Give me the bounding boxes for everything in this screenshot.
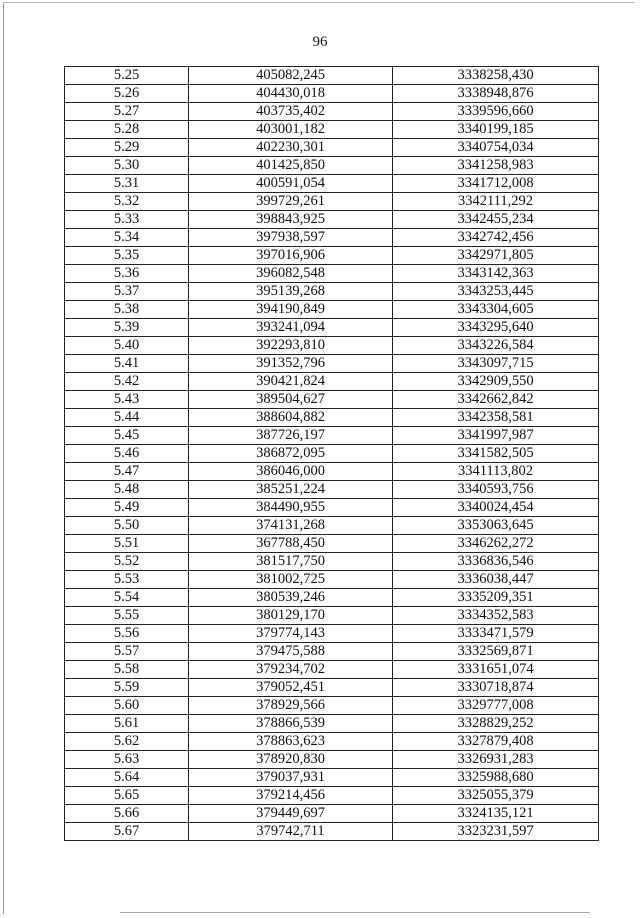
table-row [65,67,599,85]
point-number-cell: 5.58 [65,661,189,679]
point-number-cell: 5.46 [65,445,189,463]
x-coordinate-cell: 404430,018 [189,85,393,103]
y-coordinate-cell: 3338258,430 [393,67,599,85]
x-coordinate-cell: 380129,170 [189,607,393,625]
y-coordinate-cell: 3324135,121 [393,805,599,823]
x-coordinate-cell: 378866,539 [189,715,393,733]
point-number-cell: 5.60 [65,697,189,715]
y-coordinate-cell: 3339596,660 [393,103,599,121]
point-number-cell: 5.34 [65,229,189,247]
y-coordinate-cell: 3346262,272 [393,535,599,553]
point-number-cell: 5.48 [65,481,189,499]
point-number-cell: 5.39 [65,319,189,337]
y-coordinate-cell: 3336836,546 [393,553,599,571]
table-row [65,517,599,535]
x-coordinate-cell: 385251,224 [189,481,393,499]
table-row [65,733,599,751]
table-row [65,157,599,175]
x-coordinate-cell: 391352,796 [189,355,393,373]
x-coordinate-cell: 378920,830 [189,751,393,769]
coordinates-table-body [65,67,599,841]
y-coordinate-cell: 3340754,034 [393,139,599,157]
table-row [65,751,599,769]
point-number-cell: 5.47 [65,463,189,481]
y-coordinate-cell: 3331651,074 [393,661,599,679]
point-number-cell: 5.25 [65,67,189,85]
x-coordinate-cell: 384490,955 [189,499,393,517]
table-row [65,445,599,463]
y-coordinate-cell: 3332569,871 [393,643,599,661]
x-coordinate-cell: 394190,849 [189,301,393,319]
y-coordinate-cell: 3342662,842 [393,391,599,409]
x-coordinate-cell: 397938,597 [189,229,393,247]
table-row [65,607,599,625]
page-number: 96 [312,34,328,50]
point-number-cell: 5.49 [65,499,189,517]
table-row [65,571,599,589]
y-coordinate-cell: 3329777,008 [393,697,599,715]
x-coordinate-cell: 403735,402 [189,103,393,121]
x-coordinate-cell: 381002,725 [189,571,393,589]
y-coordinate-cell: 3341258,983 [393,157,599,175]
point-number-cell: 5.28 [65,121,189,139]
x-coordinate-cell: 381517,750 [189,553,393,571]
point-number-cell: 5.50 [65,517,189,535]
x-coordinate-cell: 386046,000 [189,463,393,481]
point-number-cell: 5.29 [65,139,189,157]
y-coordinate-cell: 3353063,645 [393,517,599,535]
x-coordinate-cell: 389504,627 [189,391,393,409]
x-coordinate-cell: 379214,456 [189,787,393,805]
x-coordinate-cell: 400591,054 [189,175,393,193]
y-coordinate-cell: 3343097,715 [393,355,599,373]
x-coordinate-cell: 393241,094 [189,319,393,337]
table-row [65,265,599,283]
point-number-cell: 5.61 [65,715,189,733]
point-number-cell: 5.44 [65,409,189,427]
y-coordinate-cell: 3341997,987 [393,427,599,445]
table-row [65,337,599,355]
x-coordinate-cell: 379234,702 [189,661,393,679]
point-number-cell: 5.43 [65,391,189,409]
point-number-cell: 5.42 [65,373,189,391]
x-coordinate-cell: 379052,451 [189,679,393,697]
y-coordinate-cell: 3341712,008 [393,175,599,193]
x-coordinate-cell: 403001,182 [189,121,393,139]
y-coordinate-cell: 3341113,802 [393,463,599,481]
y-coordinate-cell: 3343253,445 [393,283,599,301]
y-coordinate-cell: 3333471,579 [393,625,599,643]
table-row [65,535,599,553]
table-row [65,769,599,787]
x-coordinate-cell: 379742,711 [189,823,393,841]
point-number-cell: 5.64 [65,769,189,787]
table-row [65,193,599,211]
x-coordinate-cell: 378929,566 [189,697,393,715]
x-coordinate-cell: 378863,623 [189,733,393,751]
table-row [65,643,599,661]
table-row [65,391,599,409]
x-coordinate-cell: 386872,095 [189,445,393,463]
x-coordinate-cell: 401425,850 [189,157,393,175]
point-number-cell: 5.65 [65,787,189,805]
point-number-cell: 5.57 [65,643,189,661]
x-coordinate-cell: 379774,143 [189,625,393,643]
table-row [65,553,599,571]
table-row [65,625,599,643]
point-number-cell: 5.67 [65,823,189,841]
point-number-cell: 5.27 [65,103,189,121]
point-number-cell: 5.40 [65,337,189,355]
table-row [65,175,599,193]
x-coordinate-cell: 390421,824 [189,373,393,391]
x-coordinate-cell: 388604,882 [189,409,393,427]
point-number-cell: 5.37 [65,283,189,301]
table-row [65,373,599,391]
x-coordinate-cell: 395139,268 [189,283,393,301]
table-row [65,823,599,841]
point-number-cell: 5.59 [65,679,189,697]
table-row [65,283,599,301]
y-coordinate-cell: 3342111,292 [393,193,599,211]
x-coordinate-cell: 405082,245 [189,67,393,85]
y-coordinate-cell: 3325988,680 [393,769,599,787]
table-row [65,211,599,229]
table-row [65,463,599,481]
point-number-cell: 5.63 [65,751,189,769]
x-coordinate-cell: 392293,810 [189,337,393,355]
point-number-cell: 5.30 [65,157,189,175]
x-coordinate-cell: 402230,301 [189,139,393,157]
y-coordinate-cell: 3340199,185 [393,121,599,139]
table-row [65,679,599,697]
x-coordinate-cell: 399729,261 [189,193,393,211]
point-number-cell: 5.56 [65,625,189,643]
table-row [65,661,599,679]
table-row [65,85,599,103]
y-coordinate-cell: 3343142,363 [393,265,599,283]
point-number-cell: 5.33 [65,211,189,229]
y-coordinate-cell: 3328829,252 [393,715,599,733]
point-number-cell: 5.36 [65,265,189,283]
table-row [65,139,599,157]
x-coordinate-cell: 379037,931 [189,769,393,787]
table-row [65,103,599,121]
y-coordinate-cell: 3342909,550 [393,373,599,391]
point-number-cell: 5.26 [65,85,189,103]
point-number-cell: 5.66 [65,805,189,823]
table-row [65,409,599,427]
y-coordinate-cell: 3327879,408 [393,733,599,751]
point-number-cell: 5.41 [65,355,189,373]
table-row [65,697,599,715]
point-number-cell: 5.31 [65,175,189,193]
y-coordinate-cell: 3343304,605 [393,301,599,319]
bottom-rule [120,912,590,913]
table-row [65,427,599,445]
point-number-cell: 5.53 [65,571,189,589]
table-row [65,499,599,517]
point-number-cell: 5.45 [65,427,189,445]
table-row [65,301,599,319]
point-number-cell: 5.38 [65,301,189,319]
y-coordinate-cell: 3342742,456 [393,229,599,247]
x-coordinate-cell: 379475,588 [189,643,393,661]
y-coordinate-cell: 3341582,505 [393,445,599,463]
y-coordinate-cell: 3323231,597 [393,823,599,841]
point-number-cell: 5.52 [65,553,189,571]
y-coordinate-cell: 3342358,581 [393,409,599,427]
y-coordinate-cell: 3343226,584 [393,337,599,355]
table-row [65,229,599,247]
x-coordinate-cell: 380539,246 [189,589,393,607]
x-coordinate-cell: 398843,925 [189,211,393,229]
y-coordinate-cell: 3342455,234 [393,211,599,229]
point-number-cell: 5.32 [65,193,189,211]
table-row [65,121,599,139]
y-coordinate-cell: 3343295,640 [393,319,599,337]
y-coordinate-cell: 3340593,756 [393,481,599,499]
y-coordinate-cell: 3340024,454 [393,499,599,517]
y-coordinate-cell: 3335209,351 [393,589,599,607]
x-coordinate-cell: 374131,268 [189,517,393,535]
x-coordinate-cell: 379449,697 [189,805,393,823]
table-row [65,355,599,373]
coordinates-table [64,66,599,841]
point-number-cell: 5.35 [65,247,189,265]
point-number-cell: 5.54 [65,589,189,607]
table-row [65,715,599,733]
y-coordinate-cell: 3338948,876 [393,85,599,103]
table-row [65,481,599,499]
y-coordinate-cell: 3334352,583 [393,607,599,625]
table-row [65,787,599,805]
y-coordinate-cell: 3325055,379 [393,787,599,805]
y-coordinate-cell: 3326931,283 [393,751,599,769]
table-row [65,589,599,607]
table-row [65,805,599,823]
table-row [65,319,599,337]
point-number-cell: 5.62 [65,733,189,751]
y-coordinate-cell: 3336038,447 [393,571,599,589]
point-number-cell: 5.55 [65,607,189,625]
table-row [65,247,599,265]
x-coordinate-cell: 387726,197 [189,427,393,445]
point-number-cell: 5.51 [65,535,189,553]
x-coordinate-cell: 367788,450 [189,535,393,553]
x-coordinate-cell: 396082,548 [189,265,393,283]
y-coordinate-cell: 3342971,805 [393,247,599,265]
y-coordinate-cell: 3330718,874 [393,679,599,697]
x-coordinate-cell: 397016,906 [189,247,393,265]
